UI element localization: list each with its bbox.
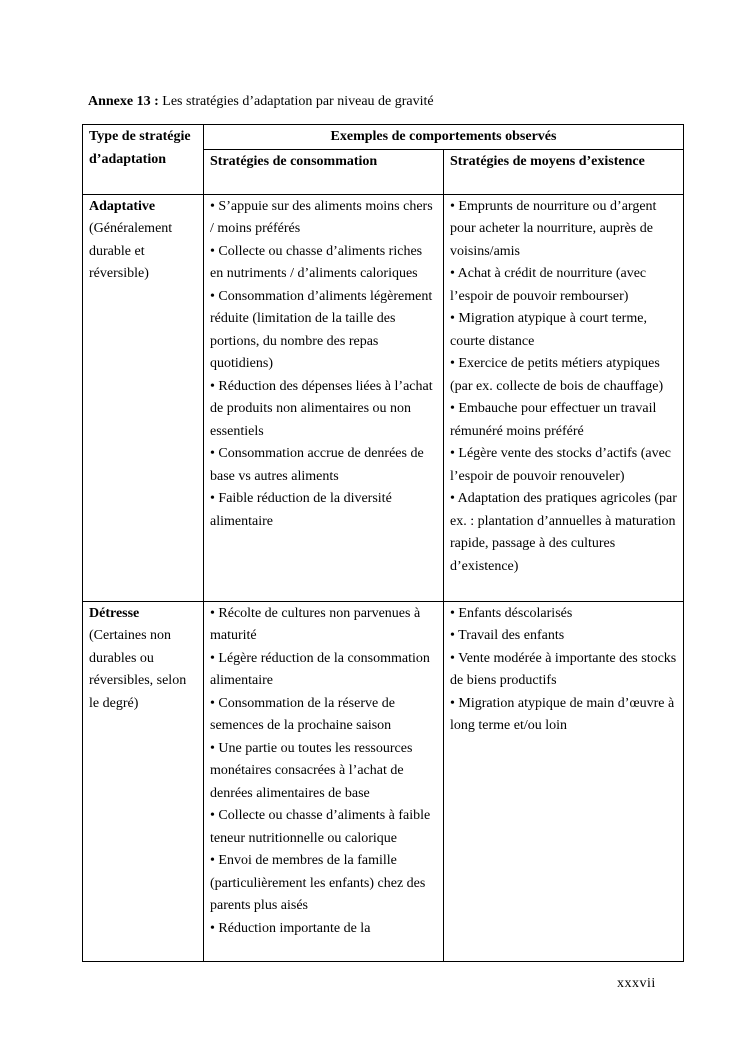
strategy-title: Détresse	[89, 605, 140, 621]
list-item: • Exercice de petits métiers atypiques (par ex. collecte de bois de chauffage)	[450, 356, 664, 394]
header-consumption: Stratégies de consommation	[204, 149, 444, 194]
list-item: • Embauche pour effectuer un travail rémunéré moins préféré	[450, 401, 657, 439]
list-item: • Adaptation des pratiques agricoles (par ex. : plantation d’annuelles à maturation rapide, passage à des cultures d’existence)	[450, 491, 677, 574]
table-header-row	[83, 125, 684, 150]
strategy-title: Adaptative	[89, 198, 156, 214]
list-item: • Réduction importante de la	[210, 920, 371, 936]
list-item: • Réduction des dépenses liées à l’achat de produits non alimentaires ou non essentiels	[210, 378, 433, 439]
table-row-detresse	[83, 601, 684, 961]
list-item: • Envoi de membres de la famille (particulièrement les enfants) chez des parents plus aisés	[210, 853, 426, 913]
header-examples: Exemples de comportements observés	[204, 125, 684, 150]
strategy-subtitle: (Généralement durable et réversible)	[89, 221, 173, 281]
list-item: • Travail des enfants	[450, 628, 565, 643]
list-item: • Légère vente des stocks d’actifs (avec l’espoir de pouvoir renouveler)	[450, 446, 672, 484]
list-item: • Consommation de la réserve de semences de la prochaine saison	[210, 695, 395, 733]
list-item: • Légère réduction de la consommation alimentaire	[210, 650, 430, 688]
list-item: • Achat à crédit de nourriture (avec l’espoir de pouvoir rembourser)	[450, 266, 647, 304]
list-item: • Consommation d’aliments légèrement réduite (limitation de la taille des portions, du nombre des repas quotidiens)	[210, 288, 433, 371]
strategies-table	[82, 124, 684, 962]
annex-label: Annexe 13 :	[88, 94, 159, 109]
header-livelihood: Stratégies de moyens d’existence	[444, 149, 684, 194]
list-item: • Faible réduction de la diversité alimentaire	[210, 491, 392, 529]
list-item: • S’appuie sur des aliments moins chers / moins préférés	[210, 198, 433, 236]
list-item: • Une partie ou toutes les ressources monétaires consacrées à l’achat de denrées alimentaires de base	[210, 740, 413, 801]
list-item: • Emprunts de nourriture ou d’argent pour acheter la nourriture, auprès de voisins/amis	[450, 198, 657, 259]
list-item: • Collecte ou chasse d’aliments riches en nutriments / d’aliments caloriques	[210, 243, 423, 281]
list-item: • Migration atypique de main d’œuvre à long terme et/ou loin	[450, 695, 675, 733]
cell-livelihood-detresse	[444, 601, 684, 961]
cell-consumption-detresse	[204, 601, 444, 961]
list-item: • Consommation accrue de denrées de base vs autres aliments	[210, 446, 424, 484]
list-item: • Récolte de cultures non parvenues à maturité	[210, 605, 421, 643]
page-number: xxxvii	[617, 976, 656, 991]
annex-caption	[88, 92, 434, 112]
header-type-strategy: Type de stratégie d’adaptation	[83, 125, 204, 195]
cell-livelihood-adaptative	[444, 194, 684, 601]
list-item: • Enfants déscolarisés	[450, 605, 573, 621]
table-row-adaptative	[83, 194, 684, 601]
list-item: • Vente modérée à importante des stocks de biens productifs	[450, 650, 677, 688]
annex-title: Les stratégies d’adaptation par niveau de gravité	[158, 94, 434, 109]
cell-consumption-adaptative	[204, 194, 444, 601]
strategy-subtitle: (Certaines non durables ou réversibles, selon le degré)	[89, 628, 187, 711]
cell-type-adaptative	[83, 194, 204, 601]
list-item: • Collecte ou chasse d’aliments à faible teneur nutritionnelle ou calorique	[210, 808, 431, 846]
list-item: • Migration atypique à court terme, courte distance	[450, 311, 647, 349]
cell-type-detresse	[83, 601, 204, 961]
